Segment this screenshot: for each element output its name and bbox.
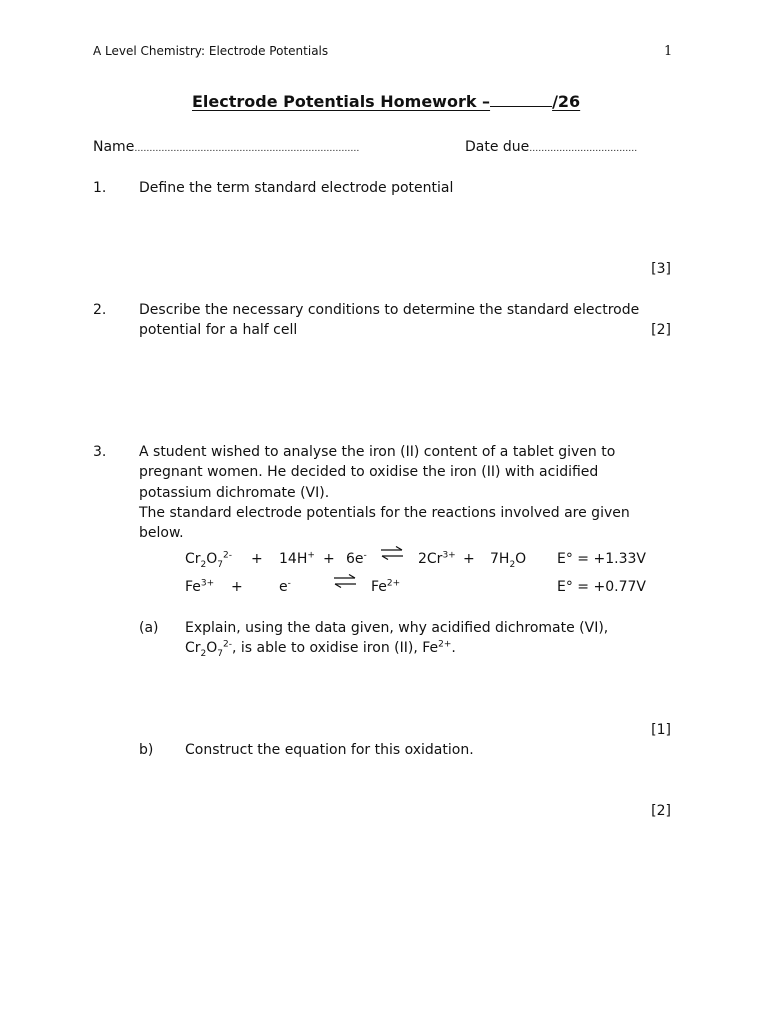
question-1-mark: [3] [651,261,671,277]
part-a-mark: [1] [651,722,671,738]
date-label: Date due [465,139,530,155]
question-3-line-3: potassium dichromate (VI). [139,485,330,501]
title-total: /26 [552,92,581,111]
part-a-mid: , is able to oxidise iron (II), Fe [232,640,439,656]
eq1-e: 6e [346,551,364,567]
eq1-h2-sub: 2 [509,559,516,570]
eq1-water-o: O [515,551,527,567]
eq2-fe-charge: 3+ [200,578,215,589]
eq1-electrons [346,551,367,567]
eq1-cr-prod-charge: 3+ [442,550,456,561]
part-a-end: . [451,640,456,656]
course-header: A Level Chemistry: Electrode Potentials [93,44,329,58]
question-2-number: 2. [93,302,107,318]
part-a-line-2 [185,639,456,659]
eq1-cr-sub: 2 [200,559,207,570]
eq2-e-charge: - [287,578,291,589]
title-text: Electrode Potentials Homework – [192,92,491,111]
eq2-iron-3 [185,579,214,595]
eq1-hydrogen [279,551,315,567]
question-2-line-2: potential for a half cell [139,322,298,338]
eq1-cr-prod: 2Cr [418,551,443,567]
eq1-h-charge: + [307,550,315,561]
eq1-charge: 2- [223,550,233,561]
eq2-iron-2 [371,579,400,595]
question-1-text: Define the term standard electrode potential [139,180,454,196]
question-1-number: 1. [93,180,107,196]
eq2-fe-prod-charge: 2+ [386,578,401,589]
question-3-line-2: pregnant women. He decided to oxidise the iron (II) with acidified [139,464,599,480]
part-b-line-1: Construct the equation for this oxidation. [185,742,474,758]
part-a-charge: 2- [223,639,233,650]
date-field [465,139,637,155]
equilibrium-arrow-icon [380,545,404,564]
eq2-plus-1: + [231,579,243,595]
part-a-fe-charge: 2+ [438,639,452,650]
name-field [93,139,359,155]
eq1-plus-1: + [251,551,263,567]
eq1-h: 14H [279,551,308,567]
eq1-cr: Cr [185,551,201,567]
eq2-fe-prod: Fe [371,579,387,595]
name-label: Name [93,139,135,155]
question-3-line-4: The standard electrode potentials for the reactions involved are given [139,505,630,521]
page-title [192,92,580,111]
eq1-plus-3: + [463,551,475,567]
part-a-line-1: Explain, using the data given, why acidified dichromate (VI), [185,620,609,636]
eq1-chromium-product [418,551,456,567]
question-3-line-1: A student wished to analyse the iron (II) content of a tablet given to [139,444,616,460]
question-3-number: 3. [93,444,107,460]
part-b-label: b) [139,742,154,758]
part-a-o: O [206,640,218,656]
part-a-label: (a) [139,620,159,636]
page-number: 1 [664,44,673,59]
question-3-line-5: below. [139,525,184,541]
eq1-water [490,551,527,570]
eq2-fe: Fe [185,579,201,595]
eq1-o-sub: 7 [217,559,224,570]
question-2-mark: [2] [651,322,671,338]
eq1-potential: E° = +1.33V [557,551,646,567]
eq1-dichromate [185,550,233,570]
name-dots: ………………………………………………………………… [134,144,360,154]
equilibrium-arrow-icon [333,573,357,592]
eq2-electron [279,579,291,595]
question-2-line-1: Describe the necessary conditions to determine the standard electrode [139,302,640,318]
date-dots: ……………………………… [529,144,638,154]
score-blank [490,92,552,107]
part-a-cr-sub: 2 [200,648,207,659]
eq1-h2: 7H [490,551,510,567]
part-a-o-sub: 7 [217,648,224,659]
eq1-plus-2: + [323,551,335,567]
part-a-cr: Cr [185,640,201,656]
eq1-o: O [206,551,218,567]
part-b-mark: [2] [651,803,671,819]
eq2-e: e [279,579,288,595]
eq2-potential: E° = +0.77V [557,579,646,595]
eq1-e-charge: - [363,550,367,561]
